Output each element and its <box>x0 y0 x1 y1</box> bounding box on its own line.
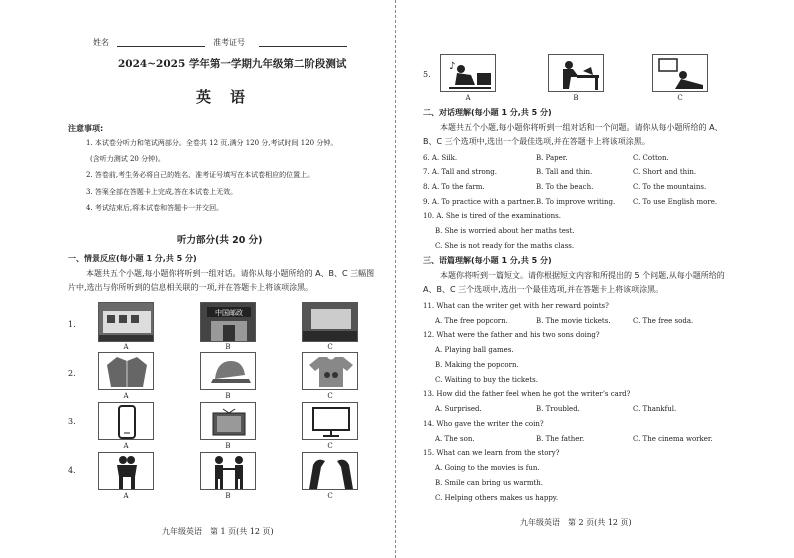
q9-option-a: 9. A. To practice with a partner. <box>423 198 536 206</box>
q4-letter-b: B <box>225 492 231 500</box>
section2-desc-1: 本题共五个小题,每小题你将听到一组对话和一个问题。请你从每小题所给的 A、 <box>440 123 723 132</box>
section1-desc-1: 本题共五个小题,每小题你将听到一组对话。请你从每小题所给的 A、B、C 三幅图 <box>86 269 375 278</box>
computer-monitor-icon <box>303 403 358 440</box>
note-1: 1. 本试卷分听力和笔试两部分。全卷共 12 页,满分 120 分,考试时间 120 分钟。 <box>86 139 338 147</box>
q3-option-b-image[interactable] <box>200 402 256 440</box>
q5-number: 5. <box>423 70 431 79</box>
q2-option-a-image[interactable] <box>98 352 154 390</box>
q12-option-b: B. Making the popcorn. <box>435 361 519 369</box>
q12-option-a: A. Playing ball games. <box>435 346 514 354</box>
q14-stem: 14. Who gave the writer the coin? <box>423 420 544 428</box>
q5-option-a-image[interactable] <box>440 54 496 92</box>
q1-letter-a: A <box>123 343 129 351</box>
q1-option-a-image[interactable] <box>98 302 154 342</box>
subject-title: 英 语 <box>196 88 248 106</box>
shaking-hands-icon <box>201 453 256 490</box>
section2-desc-2: B、C 三个选项中,选出一个最佳选项,并在答题卡上将该项涂黑。 <box>423 137 650 146</box>
q13-option-b: B. Troubled. <box>536 405 580 413</box>
q13-stem: 13. How did the father feel when he got the writer’s card? <box>423 390 631 398</box>
cap-icon <box>201 353 256 390</box>
q4-option-c-image[interactable] <box>302 452 358 490</box>
right-footer: 九年级英语 第 2 页(共 12 页) <box>520 518 632 527</box>
post-office-icon <box>201 303 256 342</box>
bowing-people-icon <box>303 453 358 490</box>
t-shirt-icon <box>303 353 358 390</box>
q2-letter-c: C <box>327 392 333 400</box>
q3-number: 3. <box>68 417 76 426</box>
q15-option-b: B. Smile can bring us warmth. <box>435 479 544 487</box>
listening-title: 听力部分(共 20 分) <box>177 235 263 246</box>
name-label: 姓名 <box>93 38 109 47</box>
q3-option-c-image[interactable] <box>302 402 358 440</box>
q9-option-b: B. To improve writing. <box>536 198 616 206</box>
section2-title: 二、对话理解(每小题 1 分,共 5 分) <box>423 108 552 117</box>
q10-option-a: 10. A. She is tired of the examinations. <box>423 212 561 220</box>
q11-option-b: B. The movie tickets. <box>536 317 611 325</box>
left-footer: 九年级英语 第 1 页(共 12 页) <box>162 527 274 536</box>
cinema-hall-icon <box>303 303 358 342</box>
q2-letter-b: B <box>225 392 231 400</box>
q3-option-a-image[interactable] <box>98 402 154 440</box>
q1-option-c-image[interactable] <box>302 302 358 342</box>
listening-music-icon <box>441 55 496 92</box>
q5-option-c-image[interactable] <box>652 54 708 92</box>
q6-option-c: C. Cotton. <box>633 154 669 162</box>
q3-letter-b: B <box>225 442 231 450</box>
section3-desc-1: 本题你将听到一篇短文。请你根据短文内容和所提出的 5 个问题,从每小题所给的 <box>440 271 725 280</box>
q6-option-b: B. Paper. <box>536 154 568 162</box>
q14-option-a: A. The son. <box>435 435 475 443</box>
q12-option-c: C. Waiting to buy the tickets. <box>435 376 538 384</box>
post-office-sign: 中国邮政 <box>215 309 243 317</box>
q5-letter-c: C <box>677 94 683 102</box>
q11-option-c: C. The free soda. <box>633 317 694 325</box>
q1-letter-b: B <box>225 343 231 351</box>
watching-tv-icon <box>653 55 708 92</box>
q14-option-c: C. The cinema worker. <box>633 435 713 443</box>
q2-letter-a: A <box>123 392 129 400</box>
q13-option-a: A. Surprised. <box>435 405 482 413</box>
q4-letter-c: C <box>327 492 333 500</box>
q4-letter-a: A <box>123 492 129 500</box>
q3-letter-c: C <box>327 442 333 450</box>
q10-option-c: C. She is not ready for the maths class. <box>435 242 575 250</box>
q15-option-a: A. Going to the movies is fun. <box>435 464 540 472</box>
section1-title: 一、情景反应(每小题 1 分,共 5 分) <box>68 254 197 263</box>
q4-option-a-image[interactable] <box>98 452 154 490</box>
q2-number: 2. <box>68 369 76 378</box>
name-blank[interactable] <box>117 46 205 47</box>
exam-number-blank[interactable] <box>259 46 347 47</box>
exam-title: 2024~2025 学年第一学期九年级第二阶段测试 <box>118 58 347 70</box>
page-divider <box>395 0 396 558</box>
note-4: 4. 考试结束后,将本试卷和答题卡一并交回。 <box>86 204 224 212</box>
jacket-icon <box>99 353 154 390</box>
q3-letter-a: A <box>123 442 129 450</box>
q9-option-c: C. To use English more. <box>633 198 718 206</box>
q7-option-c: C. Short and thin. <box>633 168 697 176</box>
q10-option-b: B. She is worried about her maths test. <box>435 227 575 235</box>
section3-desc-2: A、B、C 三个选项中,选出一个最佳选项,并在答题卡上将该项涂黑。 <box>423 285 664 294</box>
q5-letter-b: B <box>573 94 579 102</box>
hugging-people-icon <box>99 453 154 490</box>
section3-title: 三、语篇理解(每小题 1 分,共 5 分) <box>423 256 552 265</box>
q5-letter-a: A <box>465 94 471 102</box>
q11-option-a: A. The free popcorn. <box>435 317 508 325</box>
q11-stem: 11. What can the writer get with her reward points? <box>423 302 609 310</box>
notes-title: 注意事项: <box>68 124 104 133</box>
section1-desc-2: 片中,选出与你所听到的信息相关联的一项,并在答题卡上将该项涂黑。 <box>68 283 314 292</box>
q2-option-c-image[interactable] <box>302 352 358 390</box>
q5-option-b-image[interactable] <box>548 54 604 92</box>
q7-option-b: B. Tall and thin. <box>536 168 593 176</box>
exam-number-label: 准考证号 <box>213 38 245 47</box>
svg-text:♪: ♪ <box>449 61 456 72</box>
q1-option-b-image[interactable] <box>200 302 256 342</box>
q6-option-a: 6. A. Silk. <box>423 154 458 162</box>
note-2: 2. 答卷前,考生务必将自己的姓名、准考证号填写在本试卷相应的位置上。 <box>86 171 315 179</box>
studying-at-desk-icon <box>549 55 604 92</box>
q1-letter-c: C <box>327 343 333 351</box>
q1-number: 1. <box>68 320 76 329</box>
q8-option-a: 8. A. To the farm. <box>423 183 485 191</box>
q4-option-b-image[interactable] <box>200 452 256 490</box>
note-1-cont: (含听力测试 20 分钟)。 <box>90 155 165 163</box>
q4-number: 4. <box>68 466 76 475</box>
subway-station-icon <box>99 303 154 342</box>
q7-option-a: 7. A. Tall and strong. <box>423 168 497 176</box>
q13-option-c: C. Thankful. <box>633 405 677 413</box>
q8-option-b: B. To the beach. <box>536 183 594 191</box>
mobile-phone-icon <box>99 403 154 440</box>
q2-option-b-image[interactable] <box>200 352 256 390</box>
note-3: 3. 答案全部在答题卡上完成,答在本试卷上无效。 <box>86 188 238 196</box>
q14-option-b: B. The father. <box>536 435 585 443</box>
q15-option-c: C. Helping others makes us happy. <box>435 494 559 502</box>
q12-stem: 12. What were the father and his two sons doing? <box>423 331 600 339</box>
q15-stem: 15. What can we learn from the story? <box>423 449 560 457</box>
q8-option-c: C. To the mountains. <box>633 183 707 191</box>
television-icon <box>201 403 256 440</box>
